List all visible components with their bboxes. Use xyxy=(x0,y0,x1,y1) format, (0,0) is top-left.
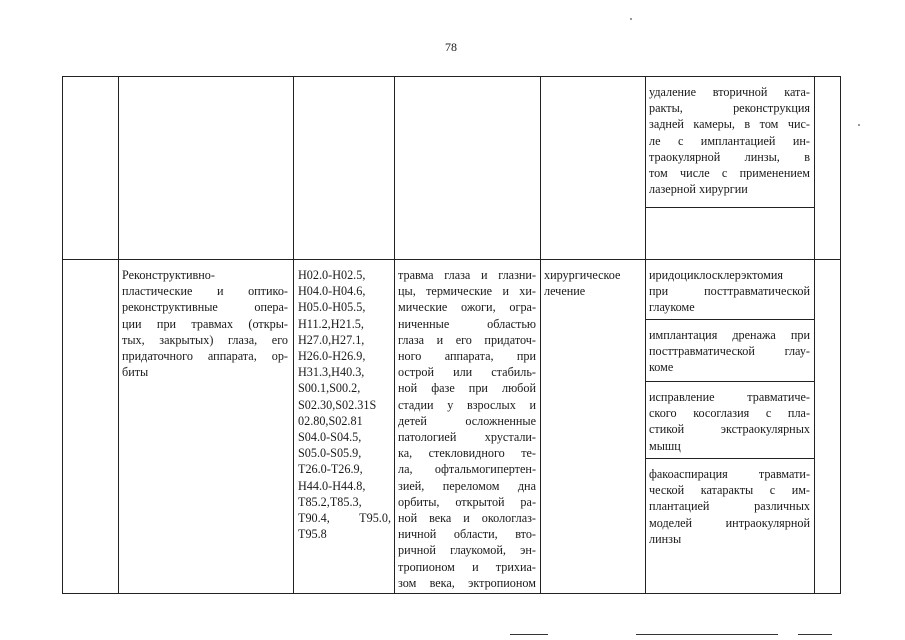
footer-rule xyxy=(636,634,778,635)
column-line xyxy=(814,76,815,594)
method-divider xyxy=(645,207,814,208)
method-cell: иридоциклосклерэктомия при посттравматической глаукоме xyxy=(649,268,810,315)
footer-rule xyxy=(798,634,832,635)
method-cell: факоаспирация травмати- ческой катаракты с им- плантацией различных моделей интраокулярной линзы xyxy=(649,467,810,546)
method-cell: исправление травматиче- ского косоглазия с пла- стикой экстраокулярных мышц xyxy=(649,390,810,453)
intervention-name-cell: Реконструктивно- пластические и оптико- реконструктивные опера- ции при травмах (откры- тых, закрытых) глаза, его придаточного аппарата, ор- биты xyxy=(122,268,288,380)
column-line xyxy=(840,76,841,594)
page-number: 78 xyxy=(445,40,457,54)
patient-model-cell: травма глаза и глазни- цы, термические и хи- мические ожоги, огра- ниченные областью глаза и его придаточ- ного аппарата, при острой или стабиль- ной фазе при любой стадии у взрослых и детей осложненные патологией хрустали- ка, стекловидного те- ла, офтальмогипертен- зией, переломом дна орбиты, открытой ра- ной века и окологлаз- ничной области, вто- ричной глаукомой, эн- тропионом и трихиа- зом века, эктропионом xyxy=(398,268,536,590)
column-line xyxy=(540,76,541,594)
column-line xyxy=(645,76,646,594)
scan-speck xyxy=(858,124,860,126)
table-bottom-border xyxy=(62,593,841,594)
column-line xyxy=(118,76,119,594)
method-divider xyxy=(645,381,814,382)
table-top-border xyxy=(62,76,841,77)
column-line xyxy=(293,76,294,594)
method-divider xyxy=(645,458,814,459)
row-divider xyxy=(62,259,841,260)
column-line xyxy=(394,76,395,594)
method-divider xyxy=(645,319,814,320)
top-method-cell: удаление вторичной ката- ракты, реконструкция задней камеры, в том чис- ле с имплантацией ин- траокулярной линзы, в том числе с применением лазерной хирургии xyxy=(649,85,810,197)
scan-speck xyxy=(630,18,632,20)
footer-rule xyxy=(510,634,548,635)
column-line xyxy=(62,76,63,594)
diagnosis-codes-cell: H02.0-H02.5, H04.0-H04.6, H05.0-H05.5, H11.2,H21.5, H27.0,H27.1, H26.0-H26.9, H31.3,H40.3, S00.1,S00.2, S02.30,S02.31S 02.80,S02.81 S04.0-S04.5, S05.0-S05.9, T26.0-T26.9, H44.0-H44.8, T85.2,T85.3, T90.4, T95.0, T95.8 xyxy=(298,268,391,542)
method-cell: имплантация дренажа при посттравматической глау- коме xyxy=(649,328,810,375)
treatment-type-cell: хирургическое лечение xyxy=(544,268,621,299)
